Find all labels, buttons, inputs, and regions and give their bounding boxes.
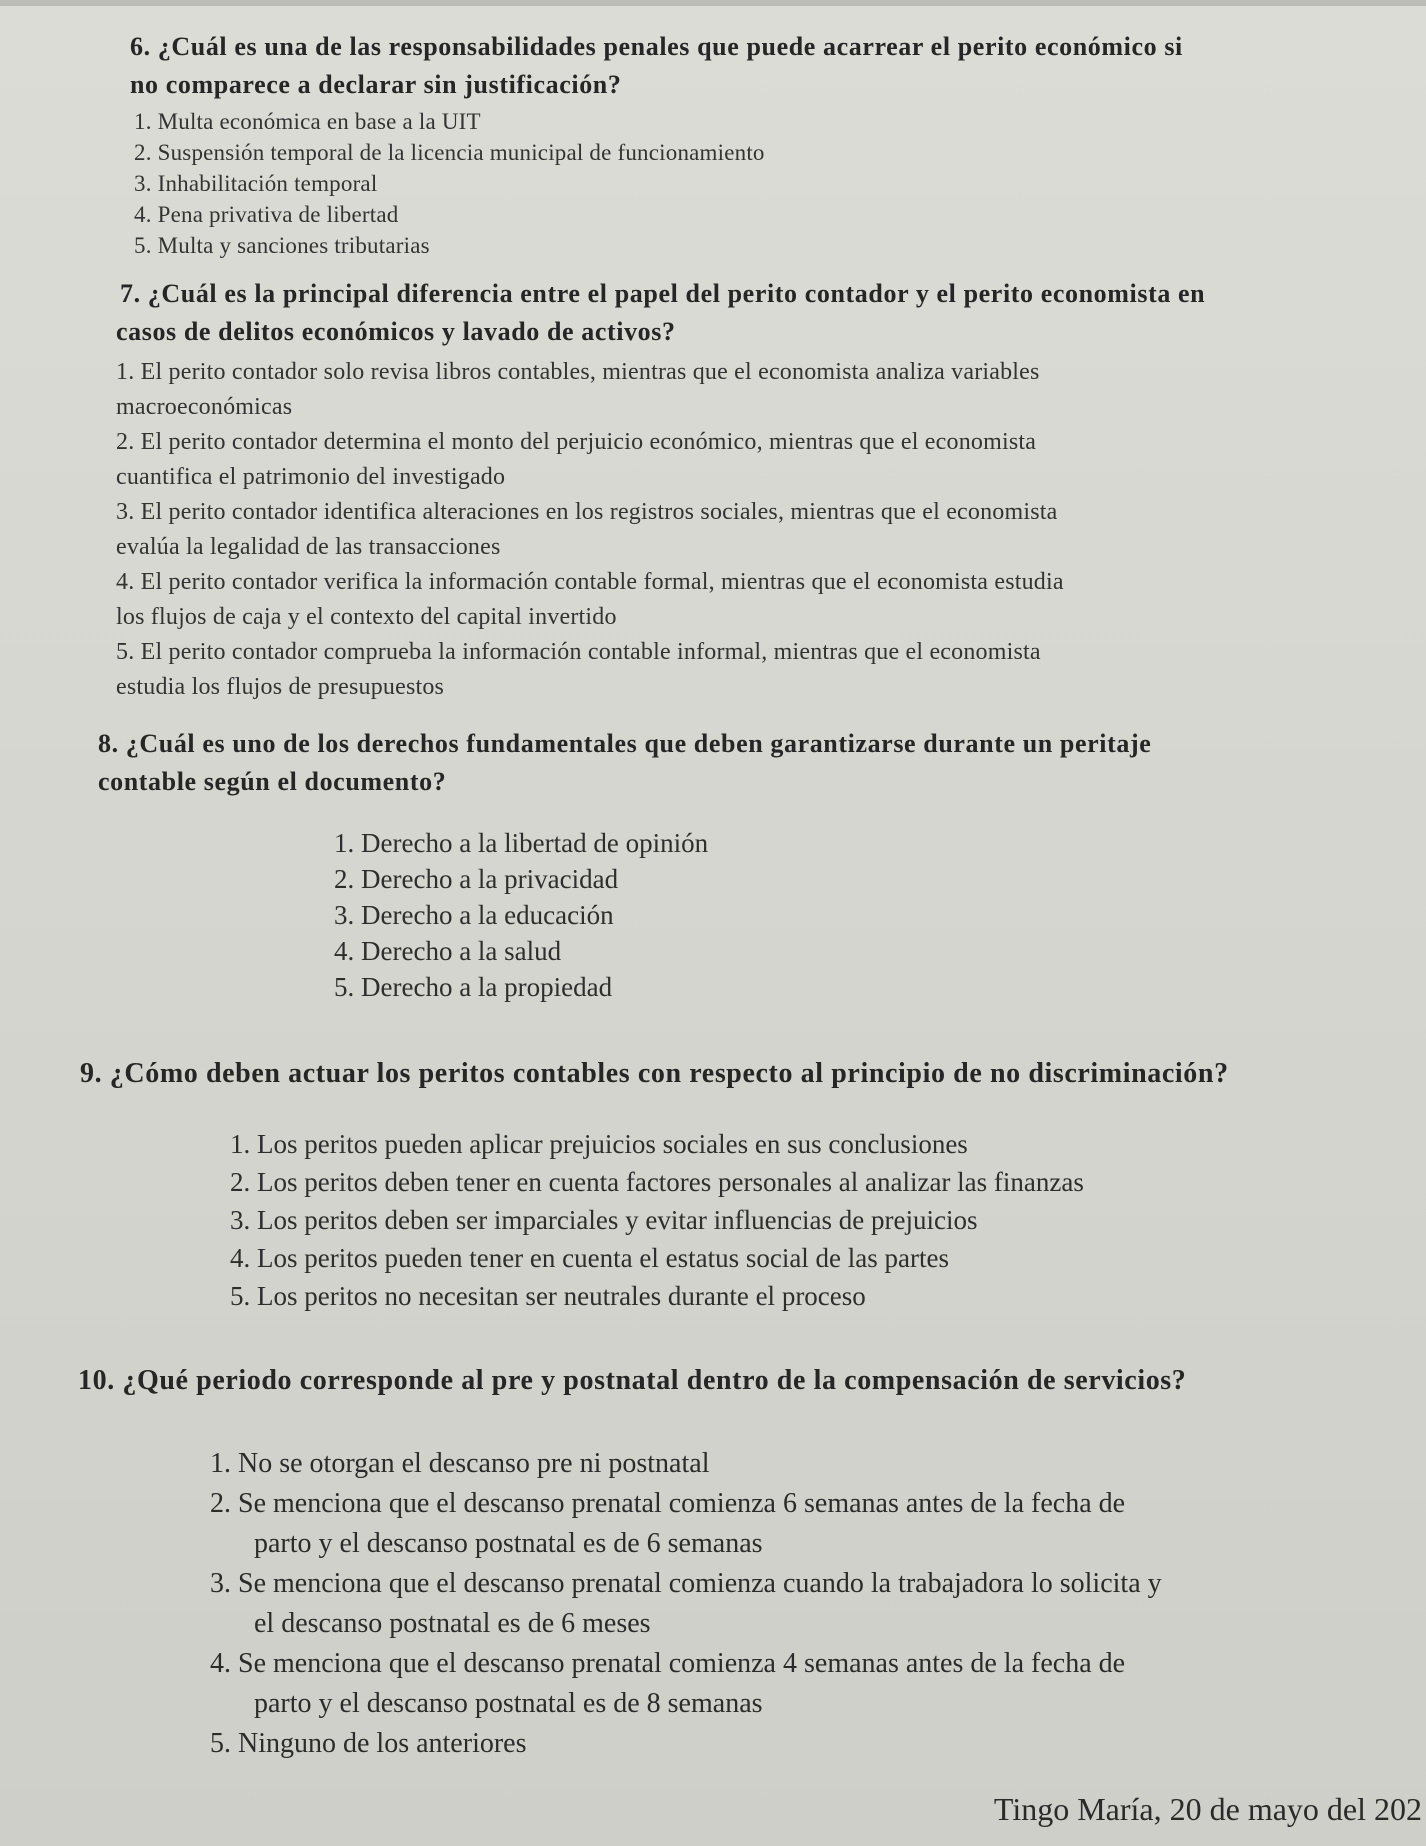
question-10-option-2-line1: 2. Se menciona que el descanso prenatal comienza 6 semanas antes de la fecha de xyxy=(210,1488,1126,1519)
question-6-option-5: 5. Multa y sanciones tributarias xyxy=(134,233,430,258)
question-8 xyxy=(0,725,1426,1005)
question-7-option-5-line2: estudia los flujos de presupuestos xyxy=(116,674,445,700)
question-7-option-1-line1: 1. El perito contador solo revisa libros contables, mientras que el economista analiza variables xyxy=(116,359,1040,385)
question-8-option-3: 3. Derecho a la educación xyxy=(334,900,614,930)
question-8-option-2: 2. Derecho a la privacidad xyxy=(334,864,619,894)
question-10-option-3-line1: 3. Se menciona que el descanso prenatal comienza cuando la trabajadora lo solicita y xyxy=(210,1568,1162,1599)
question-6-option-4: 4. Pena privativa de libertad xyxy=(134,202,399,227)
page-top-edge xyxy=(0,0,1426,6)
question-10-option-2 xyxy=(210,1484,1426,1564)
question-8-option-5: 5. Derecho a la propiedad xyxy=(334,972,613,1002)
question-7-option-3 xyxy=(116,495,1426,565)
question-10-option-1: 1. No se otorgan el descanso pre ni postnatal xyxy=(210,1448,710,1479)
question-10-option-3-line2: el descanso postnatal es de 6 meses xyxy=(254,1608,651,1639)
question-7-option-5-line1: 5. El perito contador comprueba la información contable informal, mientras que el economista xyxy=(116,639,1041,665)
question-7-option-1 xyxy=(116,355,1426,425)
question-7-option-3-line2: evalúa la legalidad de las transacciones xyxy=(116,534,501,560)
question-9-option-3: 3. Los peritos deben ser imparciales y evitar influencias de prejuicios xyxy=(230,1205,978,1235)
question-7-option-2-line1: 2. El perito contador determina el monto del perjuicio económico, mientras que el economista xyxy=(116,429,1037,455)
question-6 xyxy=(0,28,1426,261)
question-10-option-2-line2: parto y el descanso postnatal es de 6 semanas xyxy=(254,1528,763,1559)
question-7-line1: 7. ¿Cuál es la principal diferencia entre el papel del perito contador y el perito economista en xyxy=(120,279,1206,308)
question-9-option-4: 4. Los peritos pueden tener en cuenta el estatus social de las partes xyxy=(230,1243,949,1273)
question-10 xyxy=(0,1362,1426,1764)
question-6-option-1: 1. Multa económica en base a la UIT xyxy=(134,109,481,134)
question-6-option-2: 2. Suspensión temporal de la licencia municipal de funcionamiento xyxy=(134,140,765,165)
question-10-text: 10. ¿Qué periodo corresponde al pre y postnatal dentro de la compensación de servicios? xyxy=(78,1365,1187,1396)
question-6-option-3: 3. Inhabilitación temporal xyxy=(134,171,378,196)
question-9 xyxy=(0,1055,1426,1315)
question-10-option-4-line1: 4. Se menciona que el descanso prenatal comienza 4 semanas antes de la fecha de xyxy=(210,1648,1126,1679)
question-8-option-1: 1. Derecho a la libertad de opinión xyxy=(334,828,709,858)
question-7-option-4-line1: 4. El perito contador verifica la información contable formal, mientras que el economista estudia xyxy=(116,569,1064,595)
question-9-option-2: 2. Los peritos deben tener en cuenta factores personales al analizar las finanzas xyxy=(230,1167,1084,1197)
question-8-line2: contable según el documento? xyxy=(98,767,447,796)
question-7-option-4 xyxy=(116,565,1426,635)
question-7-option-4-line2: los flujos de caja y el contexto del capital invertido xyxy=(116,604,617,630)
question-7-option-3-line1: 3. El perito contador identifica alteraciones en los registros sociales, mientras que el economista xyxy=(116,499,1058,525)
question-6-line2: no comparece a declarar sin justificación? xyxy=(130,70,622,99)
question-7 xyxy=(0,275,1426,705)
question-8-line1: 8. ¿Cuál es uno de los derechos fundamentales que deben garantizarse durante un peritaje xyxy=(98,729,1152,758)
footer-place-date: Tingo María, 20 de mayo del 202 xyxy=(993,1791,1422,1827)
question-7-option-2-line2: cuantifica el patrimonio del investigado xyxy=(116,464,506,490)
question-10-option-4-line2: parto y el descanso postnatal es de 8 semanas xyxy=(254,1688,763,1719)
question-9-option-1: 1. Los peritos pueden aplicar prejuicios sociales en sus conclusiones xyxy=(230,1129,968,1159)
question-6-line1: 6. ¿Cuál es una de las responsabilidades penales que puede acarrear el perito económico si xyxy=(130,32,1183,61)
question-9-option-5: 5. Los peritos no necesitan ser neutrales durante el proceso xyxy=(230,1281,866,1311)
question-7-option-1-line2: macroeconómicas xyxy=(116,394,293,420)
question-7-option-5 xyxy=(116,635,1426,705)
question-7-option-2 xyxy=(116,425,1426,495)
question-7-line2: casos de delitos económicos y lavado de activos? xyxy=(116,317,676,346)
question-8-option-4: 4. Derecho a la salud xyxy=(334,936,562,966)
question-9-text: 9. ¿Cómo deben actuar los peritos contables con respecto al principio de no discriminación? xyxy=(80,1058,1229,1089)
question-10-option-4 xyxy=(210,1644,1426,1724)
question-10-option-3 xyxy=(210,1564,1426,1644)
question-10-option-5: 5. Ninguno de los anteriores xyxy=(210,1728,527,1759)
